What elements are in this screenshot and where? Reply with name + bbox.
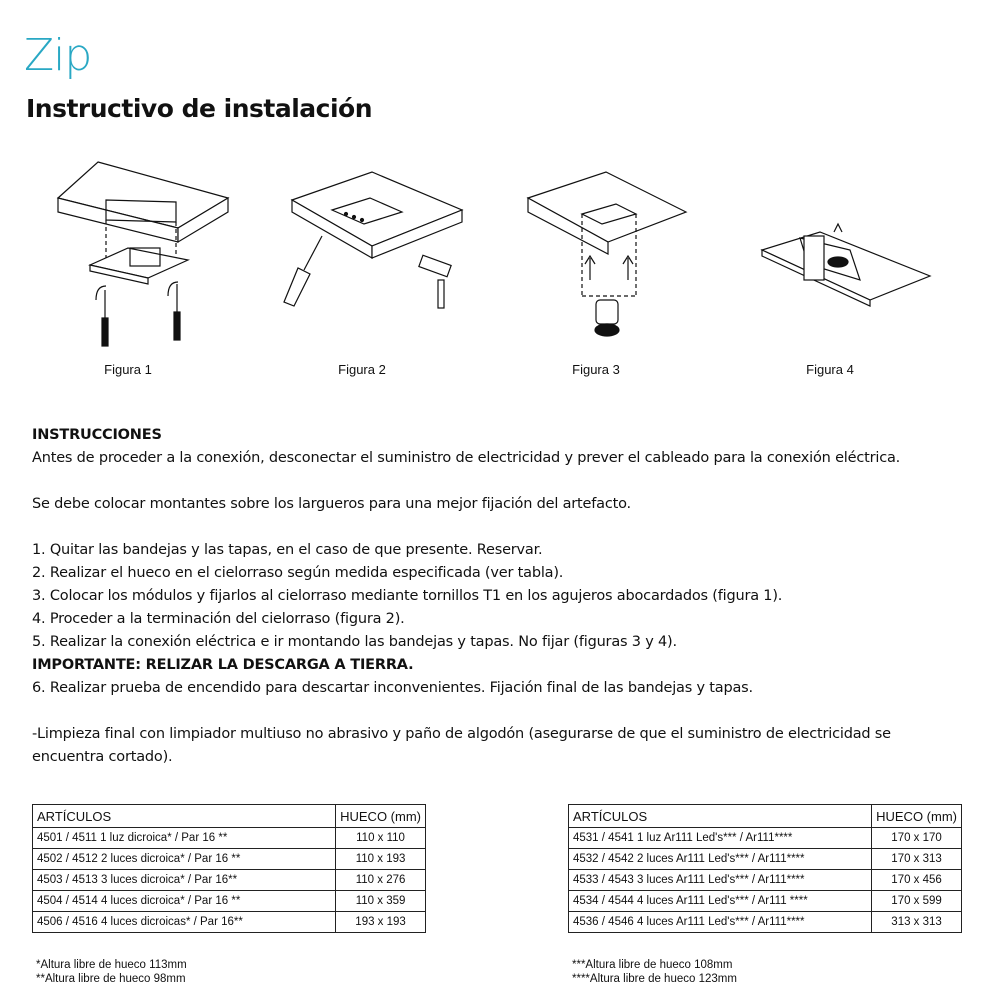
articles-table-dicroica	[32, 804, 426, 933]
table-cell: 193 x 193	[336, 912, 426, 933]
table-row	[33, 891, 426, 912]
ceiling-illustration	[528, 172, 686, 296]
screwdriver-icon	[96, 282, 180, 346]
instructions-heading: INSTRUCCIONES	[32, 427, 162, 443]
table-header-hueco: HUECO (mm)	[336, 805, 426, 828]
table-row	[33, 870, 426, 891]
table-row	[569, 828, 962, 849]
table-cell: 4503 / 4513 3 luces dicroica* / Par 16**	[33, 870, 336, 891]
instructions-section	[32, 424, 932, 769]
table-cell: 4533 / 4543 3 luces Ar111 Led's*** / Ar111****	[569, 870, 872, 891]
footnote: ****Altura libre de hueco 123mm	[572, 973, 737, 985]
footnote: *Altura libre de hueco 113mm	[36, 959, 187, 971]
instruction-step: 5. Realizar la conexión eléctrica e ir montando las bandejas y tapas. No fijar (figuras 3 y 4).	[32, 634, 677, 650]
figure-caption: Figura 1	[104, 362, 152, 377]
articles-table-ar111	[568, 804, 962, 933]
figure-caption: Figura 2	[338, 362, 386, 377]
figure-caption: Figura 4	[806, 362, 854, 377]
table-cell: 4532 / 4542 2 luces Ar111 Led's*** / Ar111****	[569, 849, 872, 870]
arrow-up-icon	[585, 256, 633, 280]
table-cell: 170 x 599	[872, 891, 962, 912]
table-cell: 313 x 313	[872, 912, 962, 933]
table-header-row	[569, 805, 962, 828]
figure-4	[720, 150, 940, 385]
instruction-step: 6. Realizar prueba de encendido para descartar inconvenientes. Fijación final de las bandejas y tapas.	[32, 680, 753, 696]
table-cell: 110 x 276	[336, 870, 426, 891]
instructions-montantes: Se debe colocar montantes sobre los largueros para una mejor fijación del artefacto.	[32, 496, 631, 512]
ceiling-illustration	[58, 162, 228, 284]
table-header-row	[33, 805, 426, 828]
table-cell: 4536 / 4546 4 luces Ar111 Led's*** / Ar111****	[569, 912, 872, 933]
table-header-articulos: ARTÍCULOS	[569, 805, 872, 828]
page-subtitle: Instructivo de instalación	[26, 94, 372, 123]
table-cell: 4504 / 4514 4 luces dicroica* / Par 16 **	[33, 891, 336, 912]
instructions-intro: Antes de proceder a la conexión, desconectar el suministro de electricidad y prever el cableado para la conexión eléctrica.	[32, 450, 901, 466]
table-footnotes	[36, 958, 187, 986]
ceiling-illustration	[762, 232, 930, 306]
table-cell: 170 x 313	[872, 849, 962, 870]
important-notice: IMPORTANTE: RELIZAR LA DESCARGA A TIERRA.	[32, 657, 414, 673]
table-cell: 4534 / 4544 4 luces Ar111 Led's*** / Ar111 ****	[569, 891, 872, 912]
figure-1	[18, 150, 238, 385]
instruction-step: 2. Realizar el hueco en el cielorraso según medida especificada (ver tabla).	[32, 565, 564, 581]
table-row	[569, 849, 962, 870]
table-cell: 110 x 193	[336, 849, 426, 870]
cleaning-note: encuentra cortado).	[32, 749, 173, 765]
table-cell: 4506 / 4516 4 luces dicroicas* / Par 16**	[33, 912, 336, 933]
lamp-icon	[595, 300, 619, 336]
paint-roller-icon	[419, 255, 451, 308]
table-cell: 170 x 170	[872, 828, 962, 849]
cleaning-note: -Limpieza final con limpiador multiuso no abrasivo y paño de algodón (asegurarse de que el suministro de electricidad se	[32, 726, 891, 742]
table-header-articulos: ARTÍCULOS	[33, 805, 336, 828]
table-cell: 4531 / 4541 1 luz Ar111 Led's*** / Ar111****	[569, 828, 872, 849]
footnote: ***Altura libre de hueco 108mm	[572, 959, 733, 971]
figure-3	[486, 150, 706, 385]
footnote: **Altura libre de hueco 98mm	[36, 973, 186, 985]
table-row	[569, 912, 962, 933]
table-cell: 170 x 456	[872, 870, 962, 891]
instruction-step: 3. Colocar los módulos y fijarlos al cielorraso mediante tornillos T1 en los agujeros abocardados (figura 1).	[32, 588, 783, 604]
figure-caption: Figura 3	[572, 362, 620, 377]
instruction-step: 1. Quitar las bandejas y las tapas, en el caso de que presente. Reservar.	[32, 542, 543, 558]
instruction-step: 4. Proceder a la terminación del cielorraso (figura 2).	[32, 611, 405, 627]
table-row	[33, 912, 426, 933]
table-row	[33, 849, 426, 870]
table-cell: 110 x 110	[336, 828, 426, 849]
spatula-icon	[284, 236, 322, 306]
table-row	[569, 870, 962, 891]
table-cell: 4501 / 4511 1 luz dicroica* / Par 16 **	[33, 828, 336, 849]
table-row	[33, 828, 426, 849]
table-footnotes	[572, 958, 737, 986]
table-row	[569, 891, 962, 912]
table-cell: 4502 / 4512 2 luces dicroica* / Par 16 **	[33, 849, 336, 870]
brand-title: Zip	[24, 30, 92, 81]
table-header-hueco: HUECO (mm)	[872, 805, 962, 828]
table-cell: 110 x 359	[336, 891, 426, 912]
figure-2	[252, 150, 472, 385]
